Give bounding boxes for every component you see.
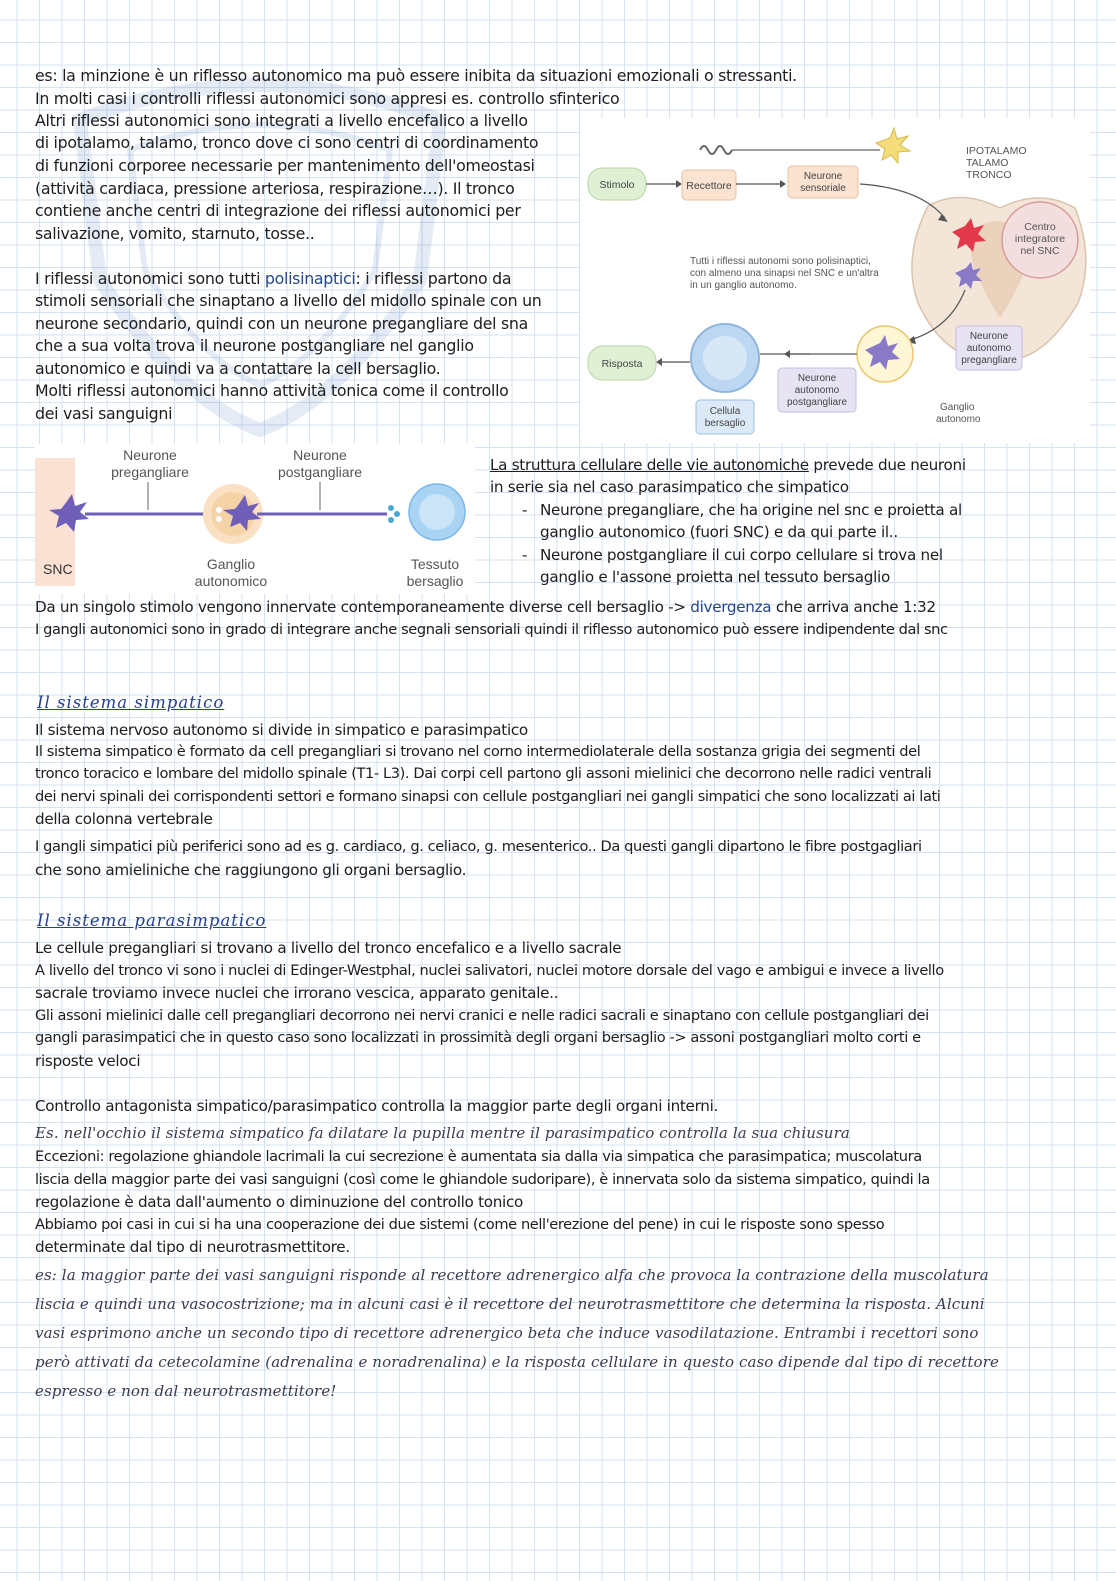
text-run: Da un singolo stimolo vengono innervate contemporaneamente diverse cell bersaglio -> <box>35 598 691 616</box>
neurone-sensoriale-label: sensoriale <box>800 183 846 194</box>
intro-line: stimoli sensoriali che sinaptano a livello del midollo spinale con un <box>35 291 542 310</box>
text-run: : i riflessi partono da <box>355 269 512 288</box>
struttura-line: Neurone postgangliare il cui corpo cellulare si trova nel <box>540 546 943 564</box>
bullet: - <box>522 546 528 564</box>
example-line: espresso e non dal neurotrasmettitore! <box>35 1382 337 1400</box>
postgangliare-label: postgangliare <box>277 464 363 480</box>
controllo-line: Eccezioni: regolazione ghiandole lacrimali la cui secrezione è aumentata sia dalla via simpatica che parasimpatica; muscolatura <box>35 1148 922 1165</box>
intro-line: di funzioni corporee necessarie per mantenimento dell'omeostasi <box>35 156 535 175</box>
controllo-example-line: Es. nell'occhio il sistema simpatico fa dilatare la pupilla mentre il parasimpatico controlla la sua chiusura <box>35 1124 850 1142</box>
section-title-simpatico: Il sistema simpatico <box>37 693 225 712</box>
example-line: es: la maggior parte dei vasi sanguigni risponde al recettore adrenergico alfa che provoca la contrazione della muscolatura <box>35 1266 989 1284</box>
struttura-line: ganglio e l'assone proietta nel tessuto bersaglio <box>540 568 890 586</box>
controllo-line: liscia della maggior parte dei vasi sanguigni (così come le ghiandole sudoripare), è innervata solo da sistema simpatico, quindi la <box>35 1171 930 1188</box>
synapse-dot <box>216 516 222 522</box>
pregangliare-label: Neurone <box>123 447 177 463</box>
risposta-label: Risposta <box>601 358 643 370</box>
example-line: liscia e quindi una vasocostrizione; ma in alcuni casi è il recettore del neurotrasmettitore che determina la risposta. Alcuni <box>35 1295 985 1313</box>
intro-line: salivazione, vomito, starnuto, tosse.. <box>35 224 315 243</box>
text-run: prevede due neuroni <box>808 456 966 474</box>
controllo-line: Abbiamo poi casi in cui si ha una cooperazione dei due sistemi (come nell'erezione del pene) in cui le risposte sono spesso <box>35 1216 885 1233</box>
polisinaptici-term: polisinaptici <box>264 269 356 288</box>
intro-line: di ipotalamo, talamo, tronco dove ci sono centri di coordinamento <box>35 133 539 152</box>
reflex-arc-figure <box>580 118 1090 443</box>
parasimpatico-line: risposte veloci <box>35 1052 141 1070</box>
polisinaptici-line <box>35 269 511 288</box>
tronco-label: TRONCO <box>966 169 1012 181</box>
centro-label: Centro <box>1024 221 1056 233</box>
simpatico-line: Il sistema nervoso autonomo si divide in simpatico e parasimpatico <box>35 721 528 739</box>
pathway-figure <box>35 444 475 594</box>
target-cell-nucleus <box>703 336 747 380</box>
divergenza-term: divergenza <box>690 598 772 616</box>
example-line: però attivati da cetecolamine (adrenalina e noradrenalina) e la risposta cellulare in questo caso dipende dal tipo di recettore <box>35 1353 999 1371</box>
synapse-dot <box>216 507 222 513</box>
struttura-underlined: La struttura cellulare delle vie autonomiche <box>490 456 809 474</box>
example-line: vasi esprimono anche un secondo tipo di recettore adrenergico beta che induce vasodilatazione. Entrambi i recettori sono <box>35 1324 979 1342</box>
controllo-line: Controllo antagonista simpatico/parasimpatico controlla la maggior parte degli organi interni. <box>35 1097 719 1115</box>
parasimpatico-line: gangli parasimpatici che in questo caso sono localizzati in prossimità degli organi bersaglio -> assoni postgangliari molto corti e <box>35 1029 921 1046</box>
controllo-line: determinate dal tipo di neurotrasmettitore. <box>35 1238 350 1256</box>
pregangliare-label: pregangliare <box>961 355 1017 366</box>
centro-label: nel SNC <box>1020 245 1060 257</box>
ganglio-label: autonomo <box>936 414 981 425</box>
snc-label: SNC <box>43 561 73 577</box>
talamo-label: TALAMO <box>966 157 1009 169</box>
ganglio-label: Ganglio <box>940 402 975 413</box>
ganglio-label: Ganglio <box>206 556 256 572</box>
postgangliare-label: Neurone <box>797 373 837 384</box>
recettore-label: Recettore <box>686 180 732 192</box>
cellula-label: Cellula <box>709 406 741 417</box>
text-run: I riflessi autonomici sono tutti <box>35 269 265 288</box>
neurone-sensoriale-label: Neurone <box>803 171 843 182</box>
stimolo-label: Stimolo <box>599 179 635 191</box>
ganglio-label: autonomico <box>194 573 268 589</box>
divergenza-line: I gangli autonomici sono in grado di integrare anche segnali sensoriali quindi il riflesso autonomico può essere indipendente dal snc <box>35 621 948 638</box>
simpatico-line: tronco toracico e lombare del midollo spinale (T1- L3). Dai corpi cell partono gli assoni mielinici che decorrono nelle radici ventrali <box>35 765 932 782</box>
intro-line: autonomico e quindi va a contattare la cell bersaglio. <box>35 359 441 378</box>
figure-note: in un ganglio autonomo. <box>690 280 797 291</box>
text-run: che arriva anche 1:32 <box>771 598 936 616</box>
intro-line: In molti casi i controlli riflessi autonomici sono appresi es. controllo sfinterico <box>35 89 620 108</box>
simpatico-line: che sono amieliniche che raggiungono gli organi bersaglio. <box>35 861 467 879</box>
intro-line: contiene anche centri di integrazione dei riflessi autonomici per <box>35 201 521 220</box>
simpatico-line: dei nervi spinali dei corrispondenti settori e formano sinapsi con cellule postgangliari nei gangli simpatici che sono localizzati ai lati <box>35 788 941 805</box>
parasimpatico-line: sacrale troviamo invece nuclei che irrorano vescica, apparato genitale.. <box>35 984 559 1002</box>
tessuto-label: Tessuto <box>410 556 460 572</box>
intro-line: che a sua volta trova il neurone postgangliare nel ganglio <box>35 336 474 355</box>
synapse-dot <box>388 505 394 511</box>
pregangliare-label: autonomo <box>966 343 1012 354</box>
pregangliare-label: Neurone <box>969 331 1009 342</box>
parasimpatico-line: A livello del tronco vi sono i nuclei di Edinger-Westphal, nuclei salivatori, nuclei motore dorsale del vago e ambigui e invece a livello <box>35 962 944 979</box>
intro-line: es: la minzione è un riflesso autonomico ma può essere inibita da situazioni emozionali o stressanti. <box>35 66 797 85</box>
centro-label: integratore <box>1014 233 1066 245</box>
postgangliare-label: autonomo <box>794 385 840 396</box>
struttura-line: Neurone pregangliare, che ha origine nel snc e proietta al <box>540 501 962 519</box>
postgangliare-label: Neurone <box>293 447 347 463</box>
intro-line: dei vasi sanguigni <box>35 404 173 423</box>
struttura-line <box>490 456 966 474</box>
postgangliare-label: postgangliare <box>786 397 848 408</box>
struttura-line: ganglio autonomico (fuori SNC) e da qui parte il.. <box>540 523 898 541</box>
intro-line: Altri riflessi autonomici sono integrati a livello encefalico a livello <box>35 111 528 130</box>
controllo-line: regolazione è data dall'aumento o diminuzione del controllo tonico <box>35 1193 524 1211</box>
intro-line: (attività cardiaca, pressione arteriosa, respirazione…). Il tronco <box>35 179 515 198</box>
cellula-label: bersaglio <box>704 418 746 429</box>
tessuto-label: bersaglio <box>406 573 464 589</box>
struttura-line: in serie sia nel caso parasimpatico che simpatico <box>490 478 849 496</box>
simpatico-line: I gangli simpatici più periferici sono ad es g. cardiaco, g. celiaco, g. mesenterico.. Da questi gangli dipartono le fibre postgagliari <box>35 838 922 855</box>
divergenza-line <box>35 598 936 616</box>
ipotalamo-label: IPOTALAMO <box>966 145 1027 157</box>
synapse-dot <box>394 511 400 517</box>
parasimpatico-line: Le cellule pregangliari si trovano a livello del tronco encefalico e a livello sacrale <box>35 939 622 957</box>
parasimpatico-line: Gli assoni mielinici dalle cell pregangliari decorrono nei nervi cranici e nelle radici sacrali e sinaptano con cellule postgangliari dei <box>35 1007 929 1024</box>
synapse-dot <box>388 517 394 523</box>
figure-note: Tutti i riflessi autonomi sono polisinaptici, <box>690 256 871 267</box>
intro-line: Molti riflessi autonomici hanno attività tonica come il controllo <box>35 381 509 400</box>
target-tissue-inner <box>419 494 455 530</box>
intro-line: neurone secondario, quindi con un neurone pregangliare del sna <box>35 314 528 333</box>
section-title-parasimpatico: Il sistema parasimpatico <box>37 911 267 930</box>
simpatico-line: della colonna vertebrale <box>35 810 213 828</box>
pregangliare-label: pregangliare <box>111 464 189 480</box>
figure-note: con almeno una sinapsi nel SNC e un'altra <box>690 268 879 279</box>
simpatico-line: Il sistema simpatico è formato da cell pregangliari si trovano nel corno intermediolaterale della sostanza grigia dei segmenti del <box>35 743 921 760</box>
bullet: - <box>522 501 528 519</box>
